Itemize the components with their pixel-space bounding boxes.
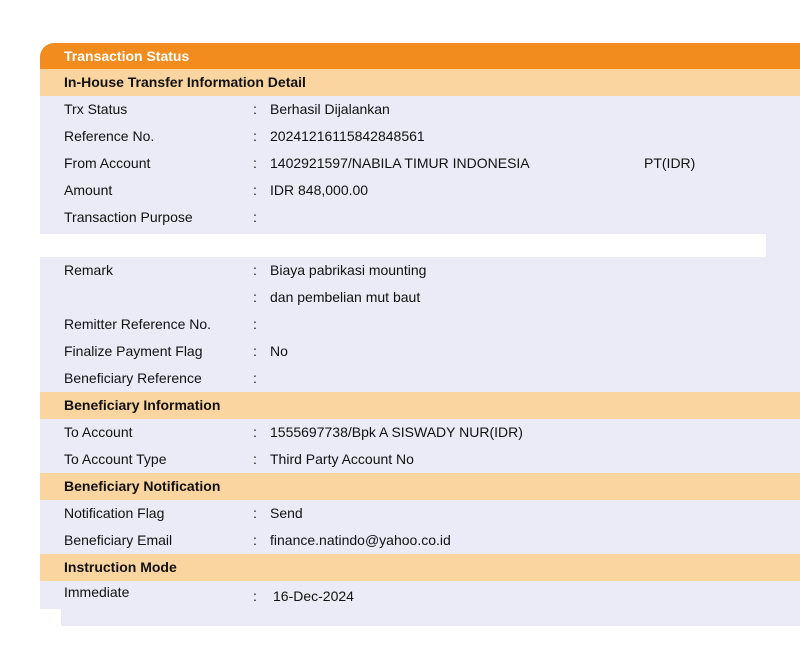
row-colon: : [253, 155, 257, 171]
row-value: Biaya pabrikasi mounting [270, 262, 427, 278]
detail-row-trx-status [40, 96, 800, 123]
detail-row-remark-continued [40, 284, 800, 311]
row-colon: : [253, 209, 257, 225]
section-header-transfer-detail: In-House Transfer Information Detail [40, 69, 800, 96]
row-label: Immediate [64, 584, 130, 600]
row-colon: : [253, 262, 257, 278]
section-header-beneficiary-notification: Beneficiary Notification [40, 473, 800, 500]
row-colon: : [253, 289, 257, 305]
divider-strip [40, 234, 766, 258]
detail-row-to-account [40, 419, 800, 446]
detail-row-beneficiary-email [40, 527, 800, 554]
row-label: Finalize Payment Flag [64, 343, 203, 359]
section-header-beneficiary-information: Beneficiary Information [40, 392, 800, 419]
detail-row-to-account-type [40, 446, 800, 473]
row-label: Notification Flag [64, 505, 165, 521]
detail-row-from-account [40, 150, 800, 177]
row-label: From Account [64, 155, 151, 171]
row-colon: : [253, 424, 257, 440]
row-value: 1555697738/Bpk A SISWADY NUR(IDR) [270, 424, 523, 440]
detail-row-finalize-payment-flag [40, 338, 800, 365]
row-colon: : [253, 101, 257, 117]
row-colon: : [253, 128, 257, 144]
row-value: 20241216115842848561 [270, 128, 425, 144]
row-value: 1402921597/NABILA TIMUR INDONESIA [270, 155, 530, 171]
row-value: finance.natindo@yahoo.co.id [270, 532, 451, 548]
row-value: Send [270, 505, 303, 521]
detail-row-amount [40, 177, 800, 204]
detail-row-transaction-purpose [40, 204, 800, 231]
detail-row-remark [40, 257, 800, 284]
transaction-status-panel [40, 43, 800, 609]
row-value: No [270, 343, 288, 359]
row-colon: : [253, 370, 257, 386]
row-label: To Account Type [64, 451, 167, 467]
row-colon: : [253, 343, 257, 359]
row-label: Amount [64, 182, 113, 198]
row-label: Remark [64, 262, 114, 278]
row-label: Reference No. [64, 128, 155, 144]
row-spacer [40, 231, 800, 257]
row-value: Third Party Account No [270, 451, 414, 467]
detail-row-beneficiary-reference [40, 365, 800, 392]
panel-title: Transaction Status [40, 43, 800, 69]
detail-row-notification-flag [40, 500, 800, 527]
row-label: Beneficiary Email [64, 532, 173, 548]
row-label: Trx Status [64, 101, 128, 117]
row-colon: : [253, 451, 257, 467]
row-label: Remitter Reference No. [64, 316, 212, 332]
detail-row-remitter-reference [40, 311, 800, 338]
row-label: To Account [64, 424, 133, 440]
row-value: 16-Dec-2024 [273, 588, 354, 604]
row-value: dan pembelian mut baut [270, 289, 421, 305]
row-colon: : [253, 182, 257, 198]
detail-row-reference-no [40, 123, 800, 150]
row-colon: : [253, 316, 257, 332]
row-value: IDR 848,000.00 [270, 182, 369, 198]
footer-block [61, 604, 800, 626]
row-value-currency: PT(IDR) [644, 155, 696, 171]
row-value: Berhasil Dijalankan [270, 101, 390, 117]
row-colon: : [253, 588, 257, 604]
row-label: Beneficiary Reference [64, 370, 202, 386]
row-colon: : [253, 532, 257, 548]
row-label: Transaction Purpose [64, 209, 193, 225]
row-colon: : [253, 505, 257, 521]
section-header-instruction-mode: Instruction Mode [40, 554, 800, 581]
